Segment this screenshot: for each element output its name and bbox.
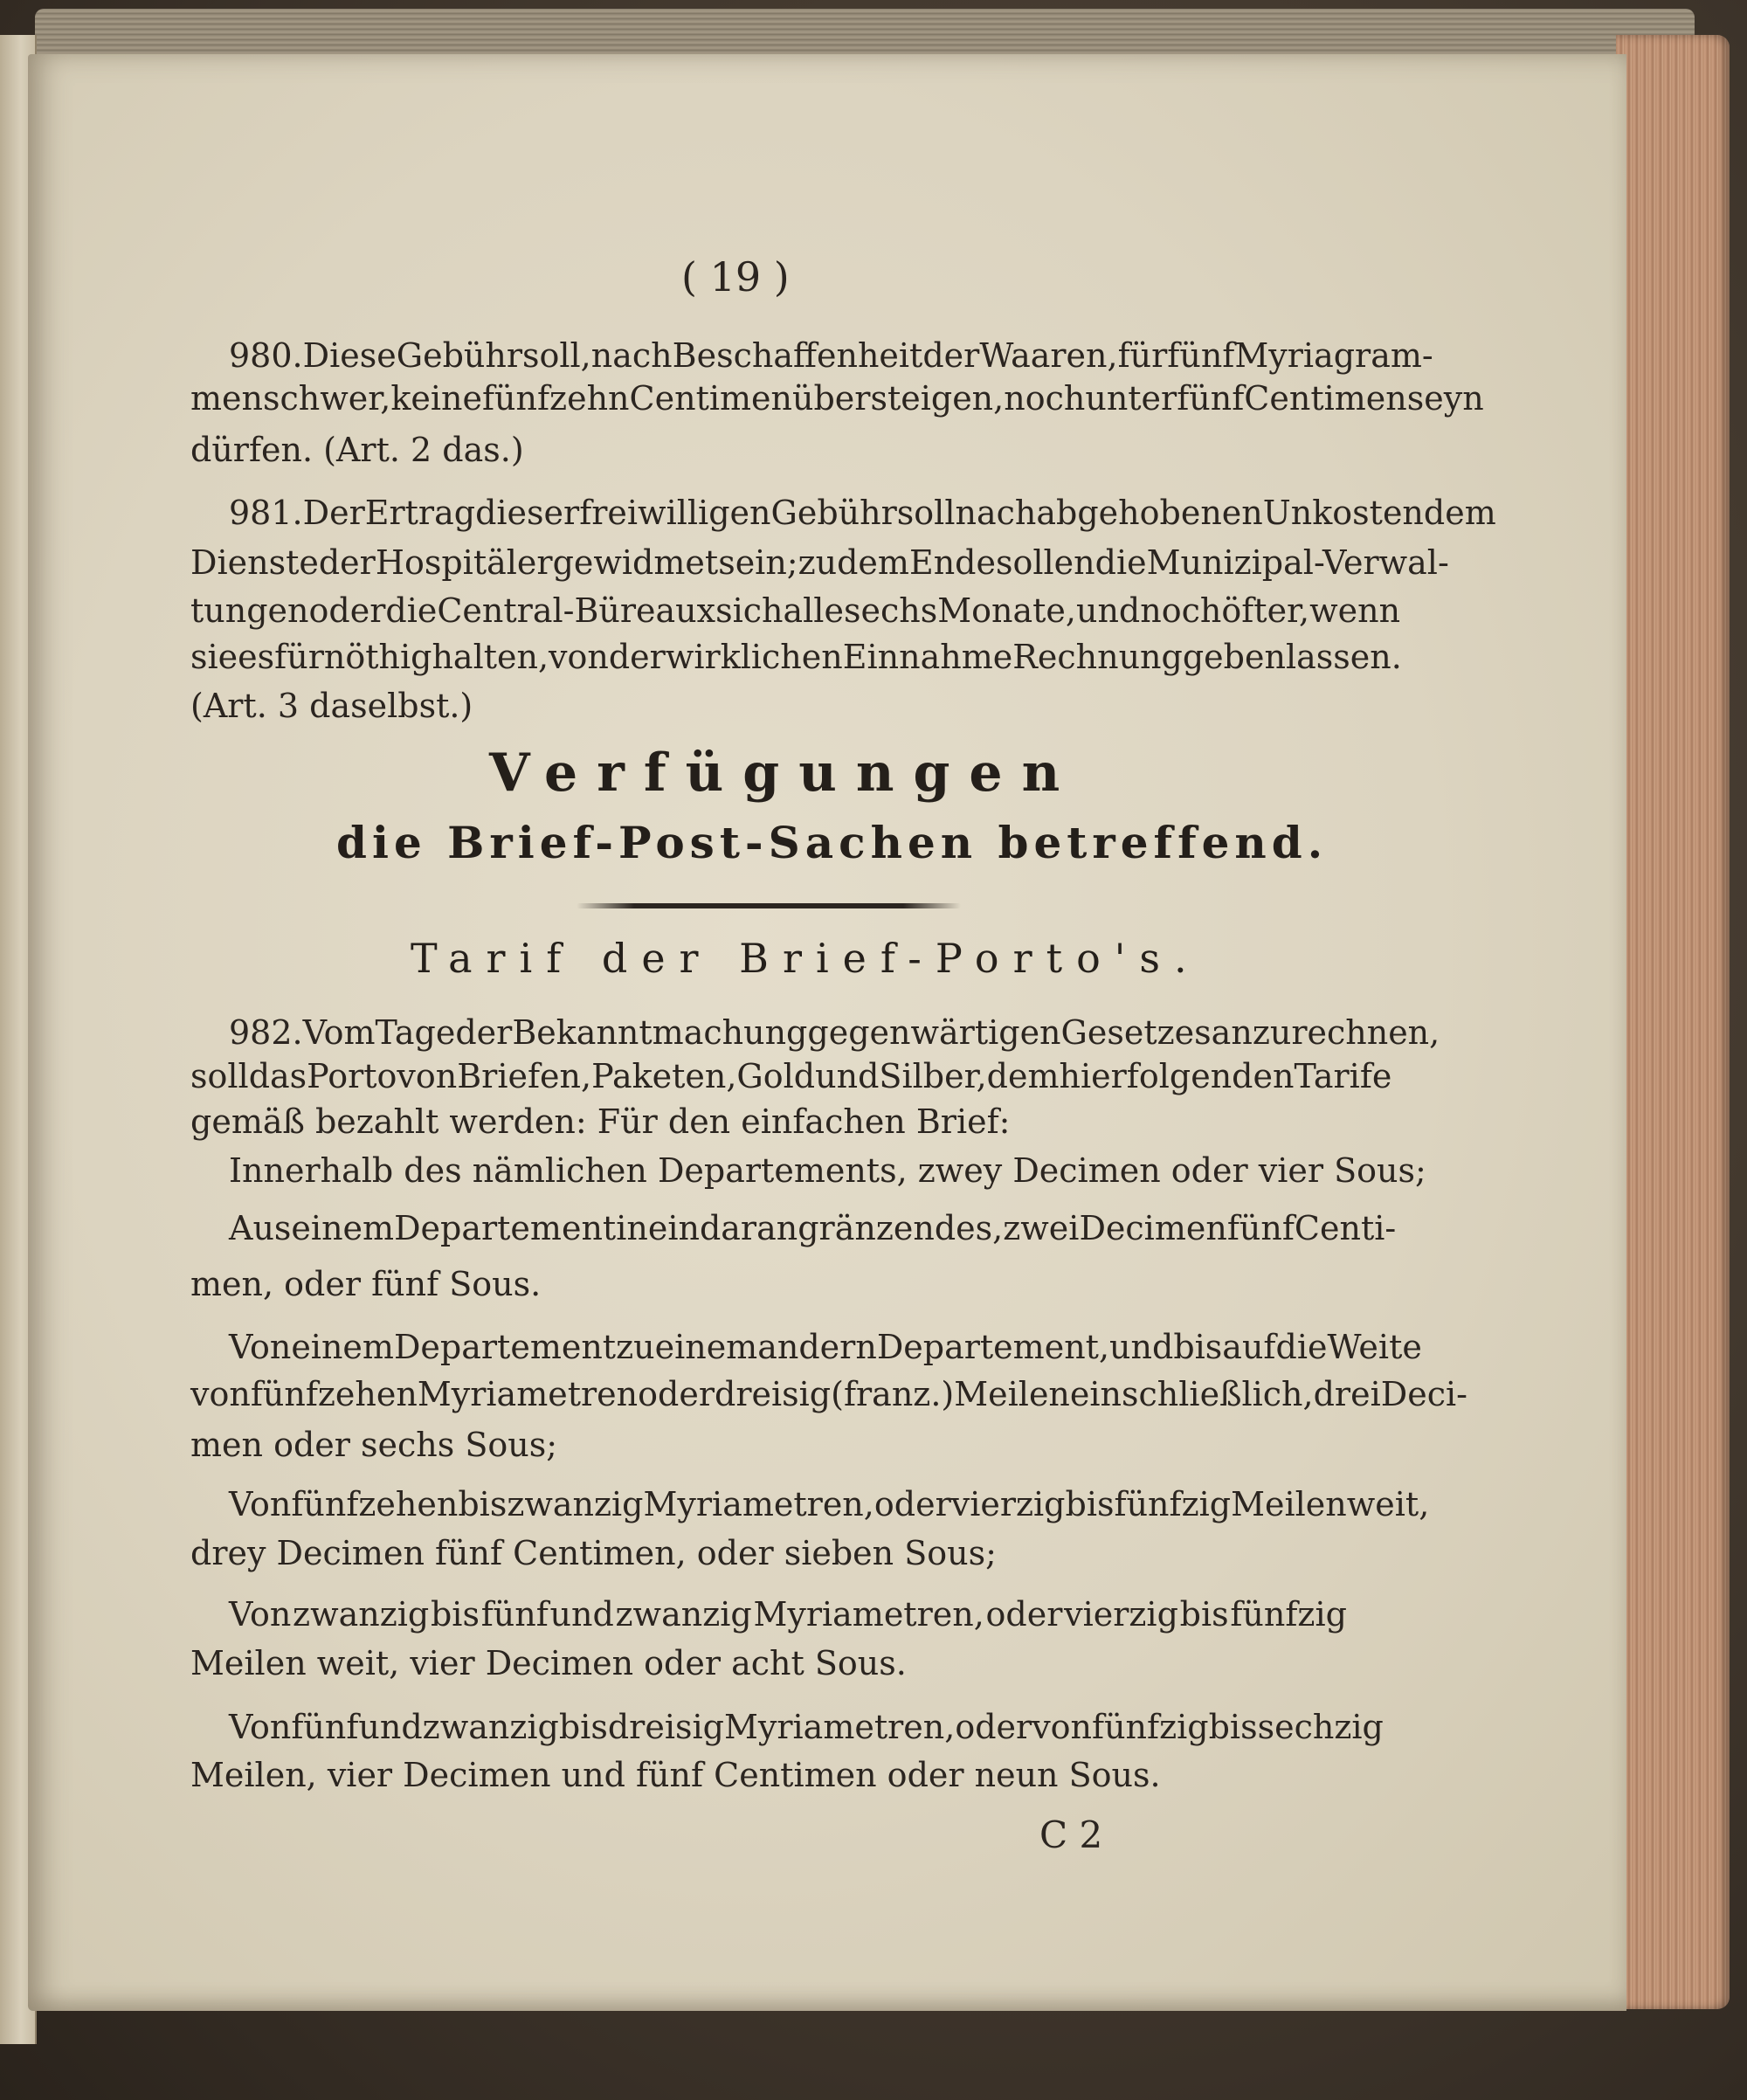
p982-line-3: gemäß bezahlt werden: Für den einfachen Brief:	[190, 1102, 1011, 1141]
p981-line-2: Dienste der Hospitäler gewidmet sein; zu dem Ende sollen die Munizipal-Verwal-	[190, 543, 1449, 582]
p982-line-1: 982. Vom Tage der Bekanntmachung gegenwärtigen Gesetzes an zu rechnen,	[229, 1013, 1440, 1052]
decorative-rule	[577, 903, 961, 908]
rate-5-line-1: Von zwanzig bis fünf und zwanzig Myriametren, oder vierzig bis fünfzig	[229, 1595, 1347, 1634]
page-number: ( 19 )	[681, 253, 790, 300]
rate-1-line-1: Innerhalb des nämlichen Departements, zwey Decimen oder vier Sous;	[229, 1151, 1426, 1190]
rate-5-line-2: Meilen weit, vier Decimen oder acht Sous.	[190, 1644, 907, 1682]
p981-line-1: 981. Der Ertrag dieser freiwilligen Gebühr soll nach abgehobenen Unkosten dem	[229, 494, 1496, 532]
rate-6-line-1: Von fünf und zwanzig bis dreisig Myriametren, oder von fünfzig bis sechzig	[229, 1708, 1384, 1746]
section-subtitle: die Brief-Post-Sachen betreffend.	[336, 817, 1329, 868]
p981-line-3: tungen oder die Central-Büreaux sich alle sechs Monate, und noch öfter, wenn	[190, 591, 1401, 630]
rate-2-line-2: men, oder fünf Sous.	[190, 1265, 542, 1303]
rate-4-line-2: drey Decimen fünf Centimen, oder sieben Sous;	[190, 1534, 997, 1572]
rate-3-line-3: men oder sechs Sous;	[190, 1426, 558, 1464]
signature-mark: C 2	[1039, 1813, 1103, 1856]
rate-4-line-1: Von fünfzehen bis zwanzig Myriametren, oder vierzig bis fünfzig Meilen weit,	[229, 1485, 1430, 1523]
rate-3-line-1: Von einem Departement zu einem andern Departement, und bis auf die Weite	[229, 1328, 1422, 1366]
right-page-edges	[1616, 35, 1730, 2009]
p980-line-2: men schwer, keine fünfzehn Centimen übersteigen, noch unter fünf Centimen seyn	[190, 379, 1484, 418]
rate-3-line-2: von fünfzehen Myriametren oder dreisig (franz.) Meilen einschließlich, drei Deci-	[190, 1375, 1467, 1413]
p980-line-3: dürfen. (Art. 2 das.)	[190, 431, 524, 469]
tariff-heading: Tarif der Brief-Porto's.	[411, 935, 1201, 982]
rate-6-line-2: Meilen, vier Decimen und fünf Centimen oder neun Sous.	[190, 1756, 1161, 1794]
section-title: Verfügungen	[489, 743, 1080, 804]
p980-line-1: 980. Diese Gebühr soll, nach Beschaffenheit der Waaren, für fünf Myriagram-	[229, 336, 1433, 375]
p981-line-5: (Art. 3 daselbst.)	[190, 687, 473, 725]
p981-line-4: sie es für nöthig halten, von der wirklichen Einnahme Rechnung geben lassen.	[190, 638, 1402, 676]
rate-2-line-1: Aus einem Departement in ein daran gränzendes, zwei Decimen fünf Centi-	[229, 1209, 1397, 1247]
p982-line-2: soll das Porto von Briefen, Paketen, Gold und Silber, dem hier folgenden Tarife	[190, 1057, 1392, 1095]
top-page-edges	[35, 9, 1695, 61]
